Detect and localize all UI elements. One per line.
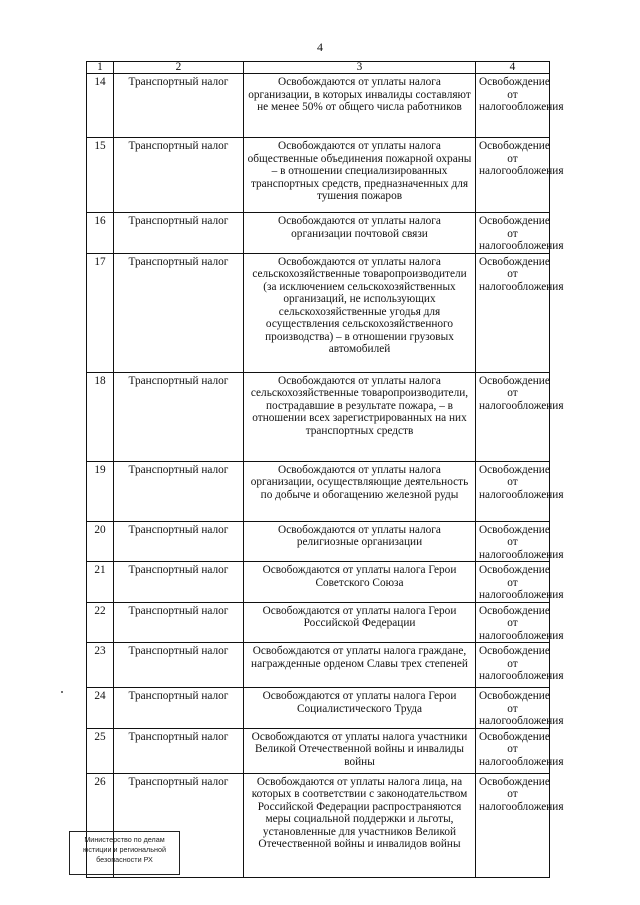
benefit-description: Освобождаются от уплаты налога участники Великой Отечественной войны и инвалиды войны: [244, 728, 476, 773]
tax-name: Транспортный налог: [114, 138, 244, 213]
benefit-description: Освобождаются от уплаты налога организации, осуществляющие деятельность по добыче и обогащению железной руды: [244, 461, 476, 521]
benefit-result: Освобождение от налогообложения: [476, 562, 550, 603]
benefit-description: Освобождаются от уплаты налога организации почтовой связи: [244, 213, 476, 254]
column-number: 3: [244, 62, 476, 74]
row-number: 21: [87, 562, 114, 603]
stamp-line: Министерство по делам: [84, 835, 165, 844]
scan-speck: [61, 691, 63, 693]
benefit-result: Освобождение от налогообложения: [476, 74, 550, 138]
tax-name: Транспортный налог: [114, 688, 244, 729]
benefit-result: Освобождение от налогообложения: [476, 461, 550, 521]
benefit-result: Освобождение от налогообложения: [476, 688, 550, 729]
row-number: 15: [87, 138, 114, 213]
benefit-result: Освобождение от налогообложения: [476, 521, 550, 562]
table-row: [87, 138, 550, 213]
row-number: 22: [87, 602, 114, 643]
row-number: 17: [87, 253, 114, 372]
benefit-description: Освобождаются от уплаты налога общественные объединения пожарной охраны – в отношении специализированных транспортных средств, предназначенных для тушения пожаров: [244, 138, 476, 213]
table-row: [87, 372, 550, 461]
benefit-description: Освобождаются от уплаты налога организации, в которых инвалиды составляют не менее 50% от общего числа работников: [244, 74, 476, 138]
benefit-description: Освобождаются от уплаты налога Герои Социалистического Труда: [244, 688, 476, 729]
tax-name: Транспортный налог: [114, 372, 244, 461]
tax-name: Транспортный налог: [114, 461, 244, 521]
table-row: [87, 688, 550, 729]
row-number: 26: [87, 773, 114, 877]
row-number: 16: [87, 213, 114, 254]
benefit-description: Освобождаются от уплаты налога Герои Российской Федерации: [244, 602, 476, 643]
column-number-row: [87, 62, 550, 74]
stamp-line: юстиции и региональной: [83, 845, 166, 854]
benefit-description: Освобождаются от уплаты налога лица, на которых в соответствии с законодательством Российской Федерации распространяются меры социальной поддержки и льготы, установленные для участников Великой Отечественной войны и инвалидов войны: [244, 773, 476, 877]
benefit-result: Освобождение от налогообложения: [476, 728, 550, 773]
row-number: 24: [87, 688, 114, 729]
benefit-description: Освобождаются от уплаты налога Герои Советского Союза: [244, 562, 476, 603]
row-number: 20: [87, 521, 114, 562]
tax-name: Транспортный налог: [114, 253, 244, 372]
benefit-result: Освобождение от налогообложения: [476, 602, 550, 643]
tax-name: Транспортный налог: [114, 213, 244, 254]
table-row: [87, 643, 550, 688]
tax-name: Транспортный налог: [114, 562, 244, 603]
page-number: 4: [317, 40, 323, 54]
benefit-result: Освобождение от налогообложения: [476, 213, 550, 254]
table-row: [87, 562, 550, 603]
tax-name: Транспортный налог: [114, 521, 244, 562]
column-number: 1: [87, 62, 114, 74]
table-row: [87, 461, 550, 521]
benefit-result: Освобождение от налогообложения: [476, 773, 550, 877]
benefit-result: Освобождение от налогообложения: [476, 138, 550, 213]
tax-name: Транспортный налог: [114, 773, 244, 877]
tax-name: Транспортный налог: [114, 602, 244, 643]
table-row: [87, 253, 550, 372]
row-number: 19: [87, 461, 114, 521]
benefit-result: Освобождение от налогообложения: [476, 643, 550, 688]
tax-name: Транспортный налог: [114, 74, 244, 138]
table-row: [87, 728, 550, 773]
column-number: 2: [114, 62, 244, 74]
benefit-description: Освобождаются от уплаты налога религиозные организации: [244, 521, 476, 562]
benefit-description: Освобождаются от уплаты налога граждане, награжденные орденом Славы трех степеней: [244, 643, 476, 688]
table-row: [87, 602, 550, 643]
benefit-description: Освобождаются от уплаты налога сельскохозяйственные товаропроизводители (за исключением сельскохозяйственных организаций, не использующих сельскохозяйственные угодья для осуществления сельскохозяйственного производства) – в отношении грузовых автомобилей: [244, 253, 476, 372]
table-row: [87, 74, 550, 138]
table-row: [87, 521, 550, 562]
registration-stamp: [69, 831, 180, 875]
row-number: 14: [87, 74, 114, 138]
row-number: 23: [87, 643, 114, 688]
stamp-line: безопасности РХ: [96, 855, 153, 864]
row-number: 25: [87, 728, 114, 773]
benefit-result: Освобождение от налогообложения: [476, 372, 550, 461]
tax-name: Транспортный налог: [114, 643, 244, 688]
table-row: [87, 213, 550, 254]
benefits-table: [86, 61, 564, 878]
row-number: 18: [87, 372, 114, 461]
benefit-description: Освобождаются от уплаты налога сельскохозяйственные товаропроизводители, пострадавшие в результате пожара, – в отношении всех зарегистрированных на них транспортных средств: [244, 372, 476, 461]
tax-name: Транспортный налог: [114, 728, 244, 773]
benefit-result: Освобождение от налогообложения: [476, 253, 550, 372]
column-number: 4: [476, 62, 550, 74]
